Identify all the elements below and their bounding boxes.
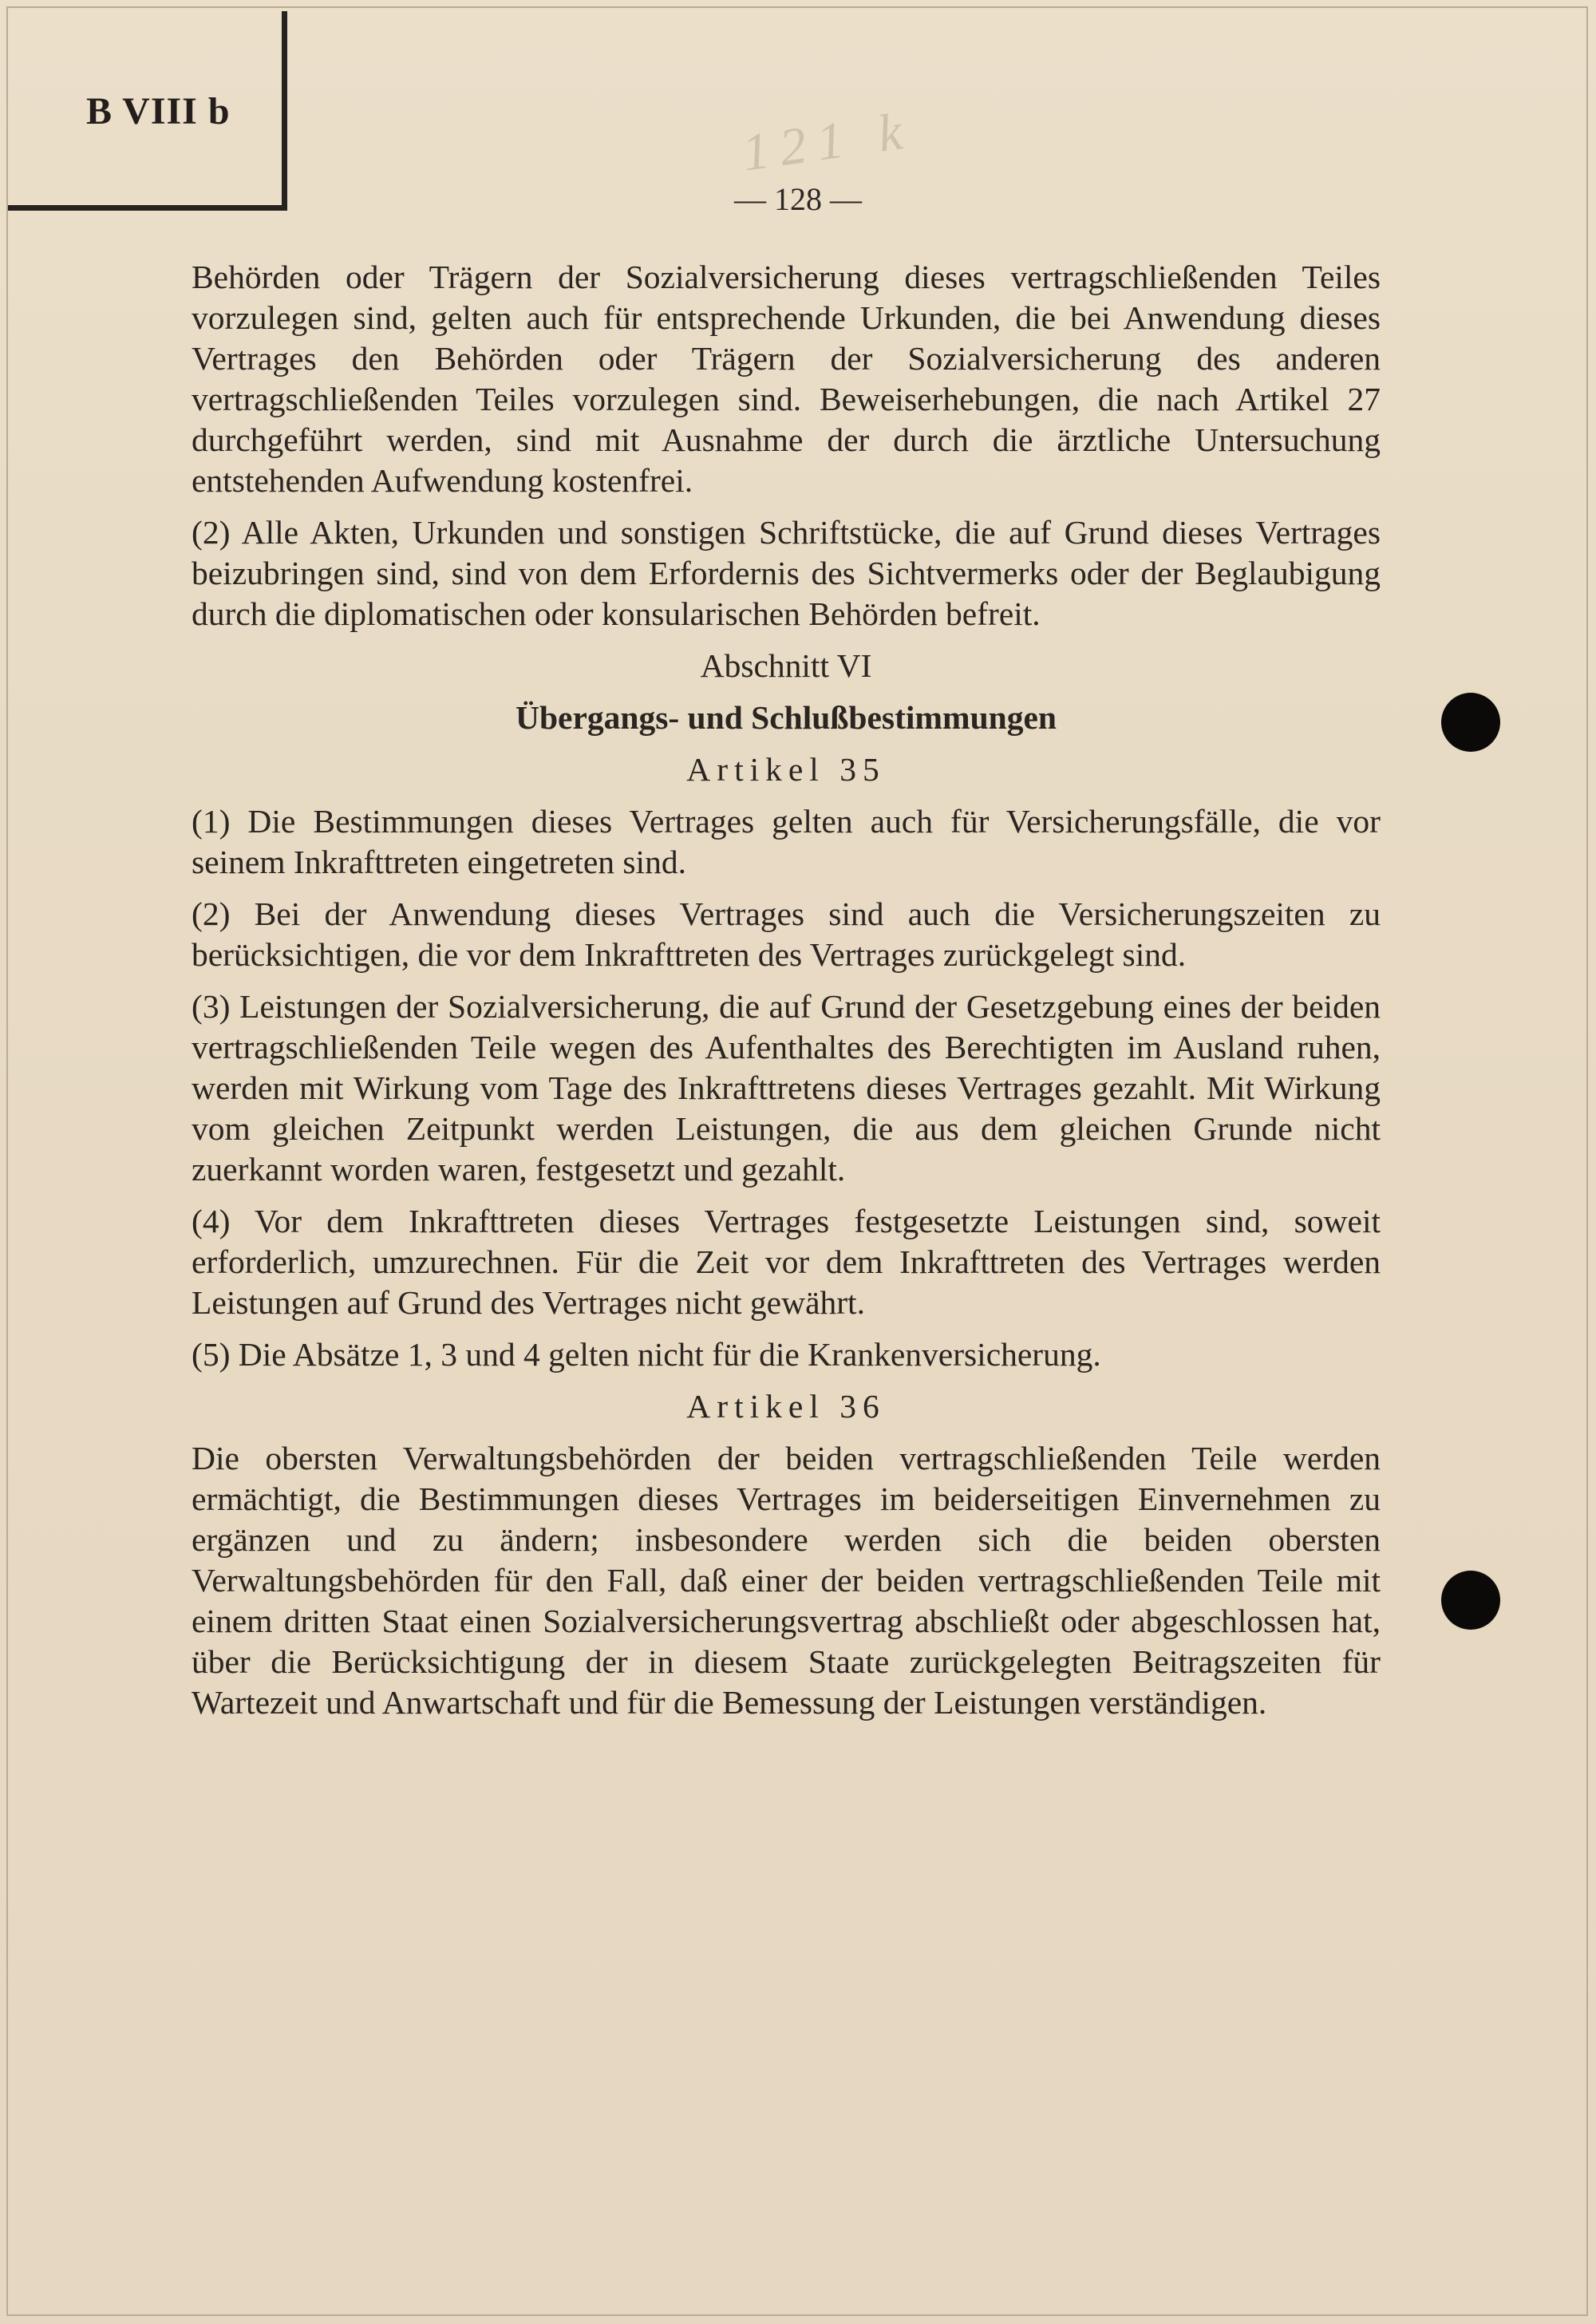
paragraph-2: (2) Alle Akten, Urkunden und sonstigen Schriftstücke, die auf Grund dieses Vertrages beizubringen sind, sind von dem Erfordernis des Sichtvermerks oder der Beglaubigung durch die diplomatischen oder konsularischen Behörden befreit. xyxy=(192,514,1381,632)
register-tab-label: B VIII b xyxy=(86,90,231,132)
continuation-paragraph: Behörden oder Trägern der Sozialversicherung dieses vertragschließenden Teiles vorzulegen sind, gelten auch für entsprechende Urkunden, die bei Anwendung dieses Vertrages den Behörden oder Trägern der Sozialversicherung des anderen vertragschließenden Teiles vorzulegen sind. Beweiserhebungen, die nach Artikel 27 durchgeführt werden, sind mit Ausnahme der durch die ärztliche Untersuchung entstehenden Aufwendung kostenfrei. xyxy=(192,259,1381,499)
article-35-paragraph-3: (3) Leistungen der Sozialversicherung, die auf Grund der Gesetzgebung eines der beiden vertragschließenden Teile wegen des Aufenthaltes des Berechtigten im Ausland ruhen, werden mit Wirkung vom Tage des Inkrafttretens dieses Vertrages gezahlt. Mit Wirkung vom gleichen Zeitpunkt werden Leistungen, die aus dem gleichen Grunde nicht zuerkannt worden waren, festgesetzt und gezahlt. xyxy=(192,988,1381,1188)
punch-hole-top xyxy=(1441,693,1500,752)
section-title: Übergangs- und Schlußbestimmungen xyxy=(515,699,1057,736)
punch-hole-bottom xyxy=(1441,1571,1500,1630)
article-35-paragraph-5: (5) Die Absätze 1, 3 und 4 gelten nicht für die Krankenversicherung. xyxy=(192,1336,1101,1373)
article-36-heading: Artikel 36 xyxy=(686,1388,886,1425)
section-heading: Abschnitt VI xyxy=(700,647,872,684)
article-35-paragraph-4: (4) Vor dem Inkrafttreten dieses Vertrages festgesetzte Leistungen sind, soweit erforderlich, umzurechnen. Für die Zeit vor dem Inkrafttreten des Vertrages werden Leistungen auf Grund des Vertrages nicht gewährt. xyxy=(192,1203,1381,1321)
article-35-paragraph-1: (1) Die Bestimmungen dieses Vertrages gelten auch für Versicherungsfälle, die vor seinem Inkrafttreten eingetreten sind. xyxy=(192,803,1381,880)
article-36-text: Die obersten Verwaltungsbehörden der beiden vertragschließenden Teile werden ermächtigt, die Bestimmungen dieses Vertrages im beiderseitigen Einvernehmen zu ergänzen und zu ändern; insbesondere werden sich die beiden obersten Verwaltungsbehörden für den Fall, daß einer der beiden vertragschließenden Teile mit einem dritten Staat einen Sozialversicherungsvertrag abschließt oder abgeschlossen hat, über die Berücksichtigung der in diesem Staate zurückgelegten Beitragszeiten für Wartezeit und Anwartschaft und für die Bemessung der Leistungen verständigen. xyxy=(192,1440,1381,1721)
document-body xyxy=(192,257,1381,1734)
article-35-paragraph-2: (2) Bei der Anwendung dieses Vertrages sind auch die Versicherungszeiten zu berücksichtigen, die vor dem Inkrafttreten des Vertrages zurückgelegt sind. xyxy=(192,895,1381,973)
page-number: — 128 — xyxy=(734,181,862,217)
article-35-heading: Artikel 35 xyxy=(686,751,886,788)
handwritten-note: 121 k xyxy=(738,101,917,183)
